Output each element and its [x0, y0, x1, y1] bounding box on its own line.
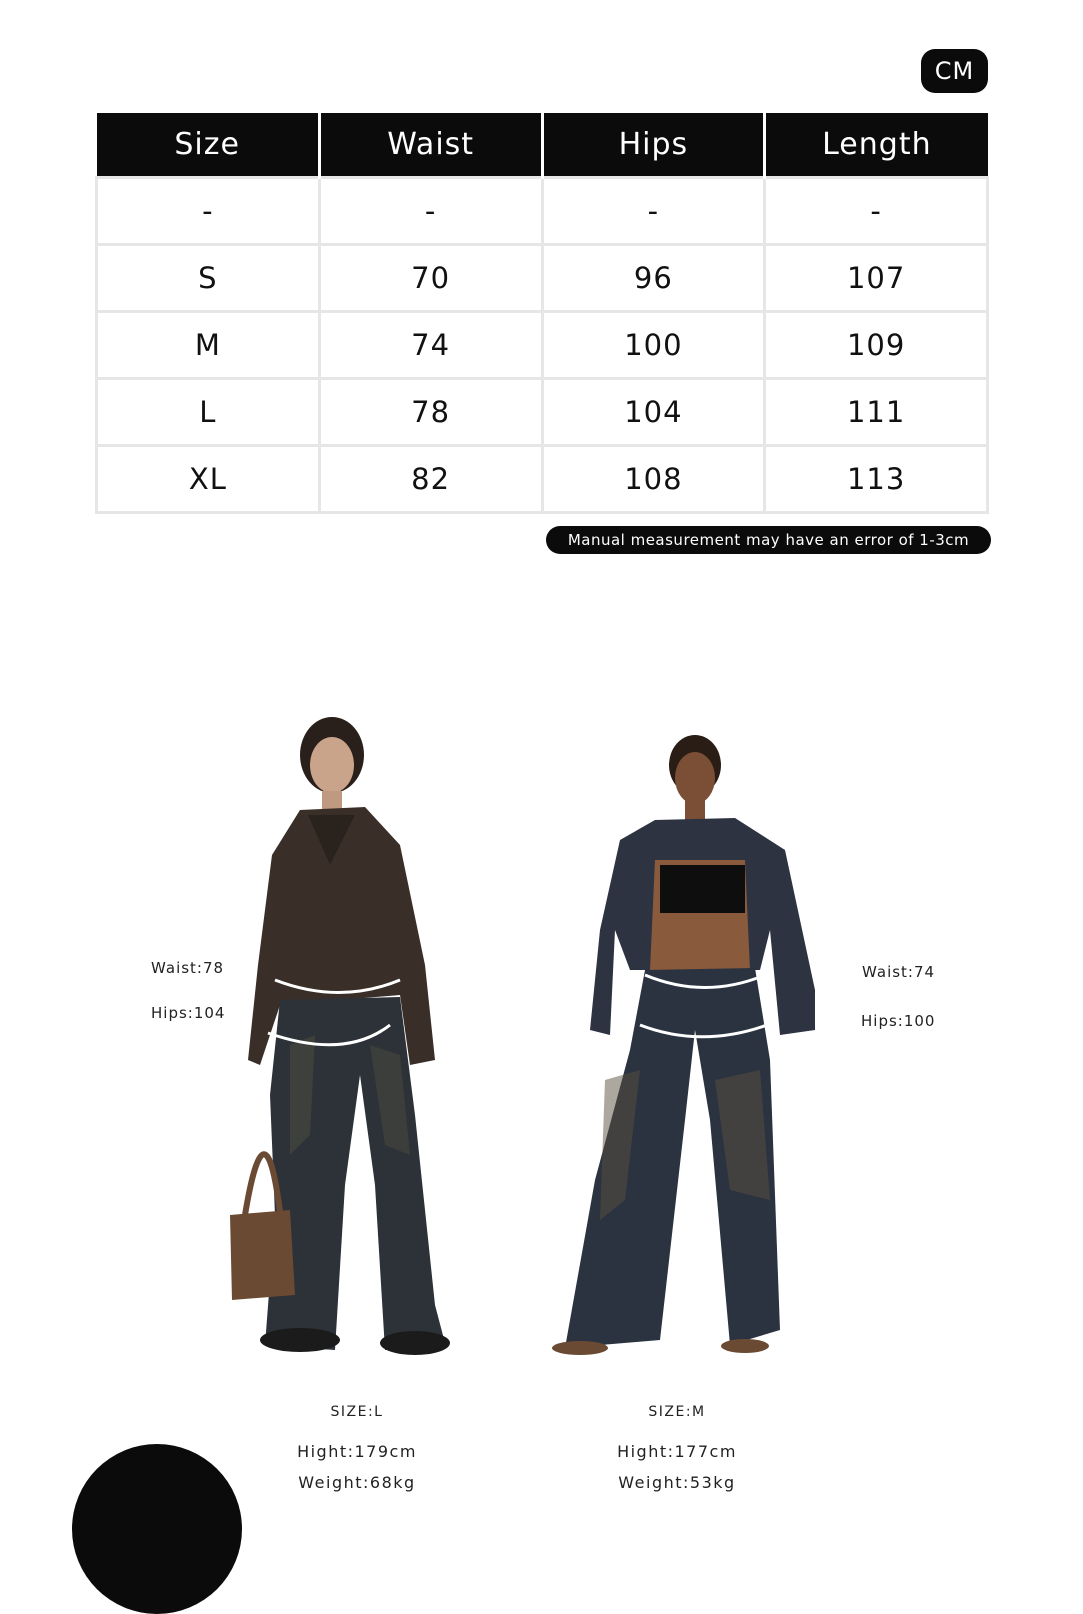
model-left-height: Hight:179cm: [297, 1442, 417, 1461]
model-right-info: [607, 1404, 747, 1504]
model-left-weight: Weight:68kg: [298, 1473, 416, 1492]
table-cell: 100: [542, 312, 765, 379]
model-left-size: SIZE:L: [330, 1404, 384, 1420]
table-row: [97, 446, 988, 513]
model-right-size: SIZE:M: [648, 1404, 706, 1420]
table-cell: 113: [765, 446, 988, 513]
model-right-waist-label: Waist:74: [862, 963, 936, 981]
table-cell: 109: [765, 312, 988, 379]
size-chart-table: [95, 113, 989, 514]
table-row: [97, 178, 988, 245]
table-cell: -: [765, 178, 988, 245]
table-cell: M: [97, 312, 320, 379]
brand-logo-partial: [72, 1444, 242, 1614]
table-cell: 111: [765, 379, 988, 446]
table-cell: 107: [765, 245, 988, 312]
table-cell: 96: [542, 245, 765, 312]
model-right-weight: Weight:53kg: [618, 1473, 736, 1492]
model-left-info: [287, 1404, 427, 1504]
table-row: [97, 245, 988, 312]
table-cell: 104: [542, 379, 765, 446]
table-cell: 108: [542, 446, 765, 513]
table-cell: S: [97, 245, 320, 312]
header-waist: Waist: [319, 113, 542, 178]
table-row: [97, 312, 988, 379]
header-length: Length: [765, 113, 988, 178]
model-photo-left: [220, 715, 460, 1360]
table-cell: L: [97, 379, 320, 446]
header-hips: Hips: [542, 113, 765, 178]
header-size: Size: [97, 113, 320, 178]
table-cell: XL: [97, 446, 320, 513]
table-cell: 70: [319, 245, 542, 312]
model-photo-right: [545, 730, 825, 1355]
table-cell: 78: [319, 379, 542, 446]
table-cell: -: [319, 178, 542, 245]
model-left-hips-label: Hips:104: [151, 1004, 226, 1022]
measurement-note: Manual measurement may have an error of 1-3cm: [546, 526, 991, 554]
unit-badge: CM: [921, 49, 988, 93]
table-header-row: [97, 113, 988, 178]
model-left-waist-label: Waist:78: [151, 959, 225, 977]
model-right-height: Hight:177cm: [617, 1442, 737, 1461]
table-cell: -: [97, 178, 320, 245]
table-row: [97, 379, 988, 446]
table-cell: 74: [319, 312, 542, 379]
model-right-hips-label: Hips:100: [861, 1012, 936, 1030]
table-cell: 82: [319, 446, 542, 513]
table-cell: -: [542, 178, 765, 245]
